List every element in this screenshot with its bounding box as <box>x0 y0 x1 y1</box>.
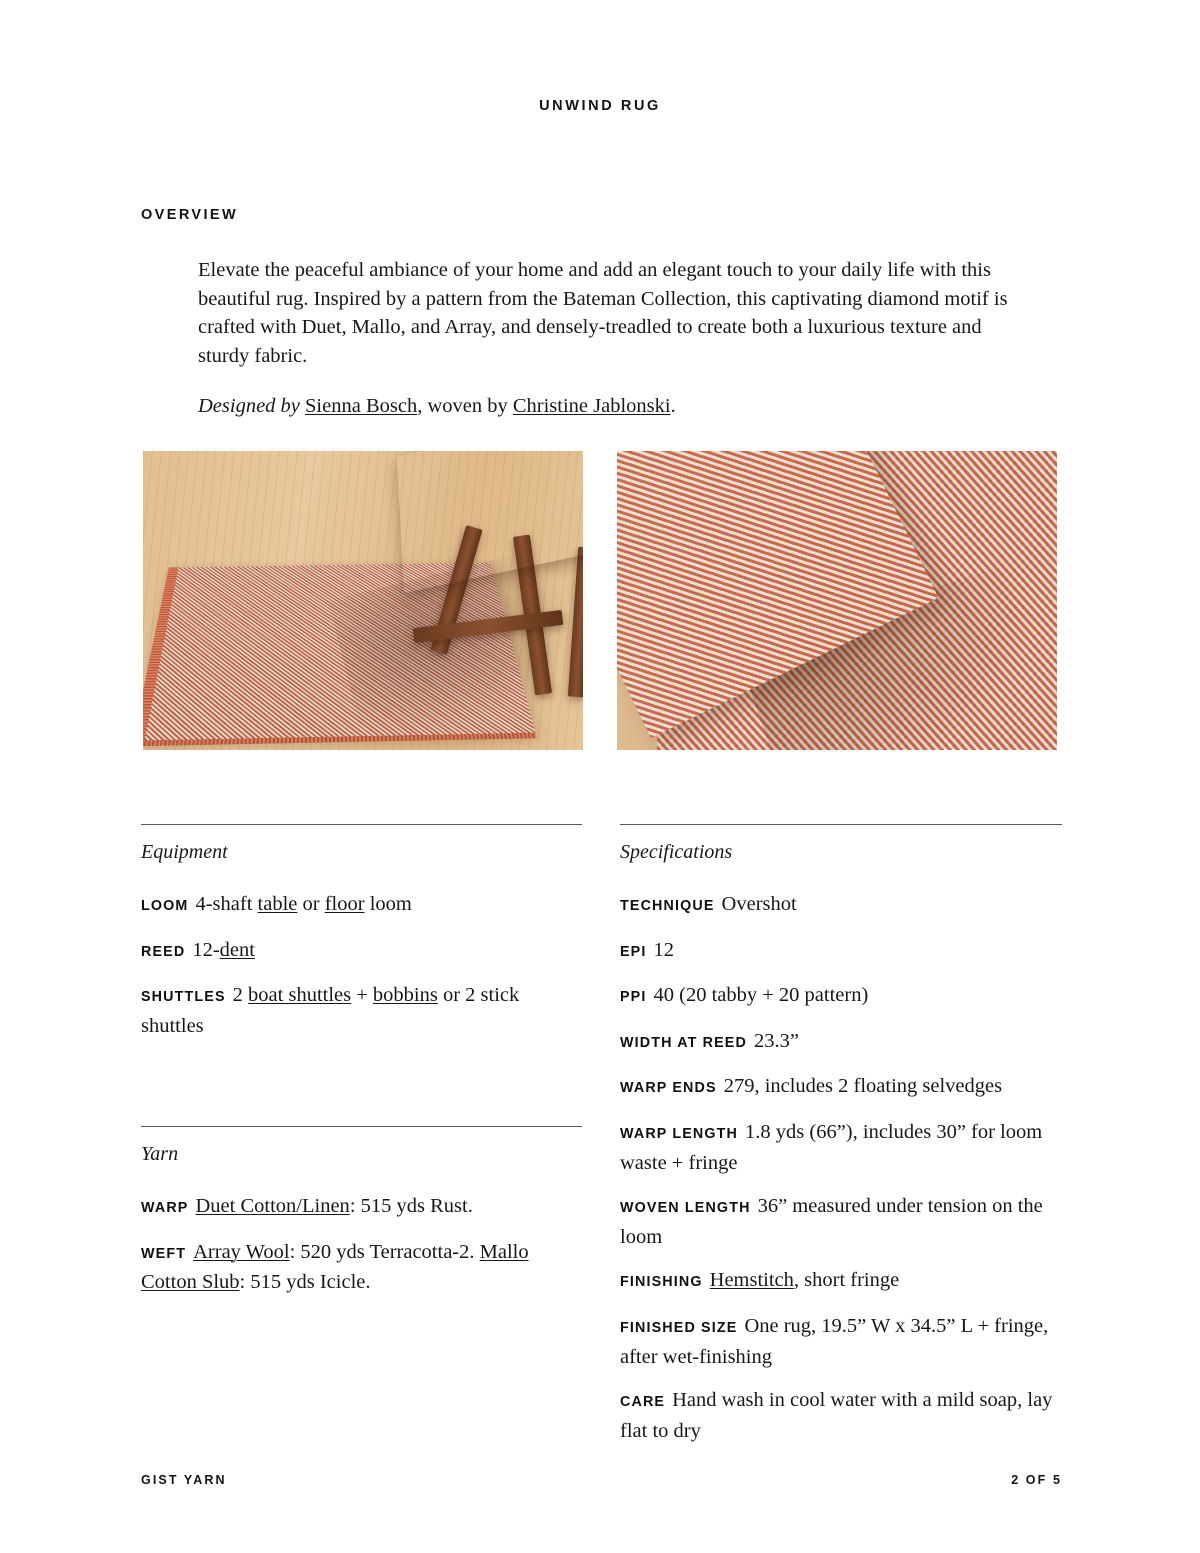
spec-value-text: or 2 stick shuttles <box>141 984 520 1037</box>
rug-fringe-left <box>143 568 178 744</box>
spec-value-text: Hand wash in cool water with a mild soap, lay flat to dry <box>620 1389 1053 1442</box>
spec-item <box>141 981 582 1040</box>
spec-item <box>141 1238 582 1297</box>
spec-item <box>620 1118 1062 1177</box>
spec-label: WARP ENDS <box>620 1080 717 1097</box>
equipment-list <box>141 890 582 1040</box>
yarn-block <box>141 1126 582 1297</box>
equipment-title: Equipment <box>141 841 228 863</box>
spec-item <box>141 890 582 921</box>
designed-by-label: Designed by <box>198 395 300 418</box>
spec-value-text: 36” measured under tension on the loom <box>620 1195 1043 1248</box>
spec-value-text: 40 (20 tabby + 20 pattern) <box>653 984 869 1007</box>
spec-value-link[interactable]: Array Wool <box>193 1240 290 1263</box>
spec-value-text: loom <box>364 893 412 915</box>
spec-value-text: : 520 yds Terracotta-2. <box>289 1240 480 1263</box>
spec-item <box>620 1072 1062 1103</box>
equipment-block <box>141 824 582 1040</box>
spec-value-link[interactable]: Duet Cotton/Linen <box>195 1195 350 1217</box>
spec-value-text: , short fringe <box>793 1269 900 1292</box>
spec-value-link[interactable]: Hemstitch <box>709 1269 794 1292</box>
rug-fringe-edge <box>617 451 818 491</box>
weaver-link[interactable]: Christine Jablonski <box>512 395 671 418</box>
spec-value-text: One rug, 19.5” W x 34.5” L + fringe, after wet-finishing <box>620 1314 1049 1368</box>
spec-item <box>620 981 1062 1012</box>
rug-on-floor-photo <box>143 451 583 750</box>
spec-value-link[interactable]: floor <box>324 893 365 915</box>
overview-credit-line <box>198 392 1020 421</box>
yarn-list <box>141 1192 582 1297</box>
spec-label: REED <box>141 943 186 960</box>
spec-value-text: : 515 yds Rust. <box>349 1195 473 1217</box>
spec-value-text: + <box>351 984 373 1007</box>
overview-section-heading: OVERVIEW <box>141 207 239 223</box>
footer-page-number: 2 OF 5 <box>1011 1473 1062 1487</box>
spec-value-link[interactable]: table <box>257 893 298 915</box>
spec-value-text: or <box>297 893 325 915</box>
rug-detail-photo <box>617 451 1057 750</box>
equipment-divider <box>141 824 582 825</box>
rug-fringe-bottom <box>143 733 537 747</box>
designer-link[interactable]: Sienna Bosch <box>305 395 418 418</box>
woven-by-label: , woven by <box>417 395 513 418</box>
spec-item <box>620 1027 1062 1058</box>
spec-item <box>620 890 1062 921</box>
spec-value-link[interactable]: bobbins <box>372 984 438 1007</box>
specifications-title: Specifications <box>620 841 733 863</box>
spec-item <box>620 1386 1062 1445</box>
spec-item <box>620 1266 1062 1297</box>
spec-value-text: 279, includes 2 floating selvedges <box>723 1075 1003 1098</box>
spec-label: WARP LENGTH <box>620 1125 739 1142</box>
spec-value-link[interactable]: dent <box>219 938 255 961</box>
spec-label: WARP <box>141 1200 189 1216</box>
yarn-title: Yarn <box>141 1143 179 1165</box>
spec-value-text: 4-shaft <box>195 893 258 915</box>
spec-value-link[interactable]: boat shuttles <box>248 984 352 1007</box>
spec-label: PPI <box>620 989 647 1006</box>
specifications-list <box>620 890 1062 1445</box>
spec-item <box>620 1192 1062 1251</box>
spec-value-text: 2 <box>232 984 249 1007</box>
spec-label: WIDTH AT REED <box>620 1034 747 1051</box>
spec-value-text: 23.3” <box>753 1029 799 1052</box>
spec-label: EPI <box>620 943 647 960</box>
spec-value-text: : 515 yds Icicle. <box>239 1271 371 1294</box>
spec-label: CARE <box>620 1394 666 1411</box>
spec-value-text: Overshot <box>721 893 797 915</box>
spec-label: WOVEN LENGTH <box>620 1200 751 1217</box>
spec-value-link[interactable]: Mallo Cotton Slub <box>141 1240 529 1294</box>
spec-item <box>141 936 582 967</box>
spec-value-text: 12 <box>653 938 674 961</box>
credit-period: . <box>670 395 676 418</box>
spec-label: WEFT <box>141 1245 187 1262</box>
spec-item <box>141 1192 582 1223</box>
yarn-divider <box>141 1126 582 1127</box>
spec-label: SHUTTLES <box>141 989 226 1006</box>
spec-item <box>620 1312 1062 1371</box>
spec-label: TECHNIQUE <box>620 898 715 914</box>
spec-label: FINISHED SIZE <box>620 1319 738 1336</box>
spec-value-text: 12- <box>192 938 220 961</box>
specifications-divider <box>620 824 1062 825</box>
document-title: UNWIND RUG <box>539 98 661 114</box>
footer-brand: GIST YARN <box>141 1473 227 1487</box>
spec-value-text: 1.8 yds (66”), includes 30” for loom waste + fringe <box>620 1120 1043 1174</box>
spec-item <box>620 936 1062 967</box>
overview-paragraph: Elevate the peaceful ambiance of your home and add an elegant touch to your daily life with this beautiful rug. Inspired by a pattern from the Bateman Collection, this captivating diamond motif is crafted with Duet, Mallo, and Array, and densely-treadled to create both a luxurious texture and sturdy fabric. <box>198 259 1008 367</box>
overview-body <box>198 256 1020 421</box>
page-footer <box>141 1473 1062 1487</box>
photo-row <box>143 451 1057 750</box>
spec-label: LOOM <box>141 898 189 914</box>
spec-label: FINISHING <box>620 1274 703 1291</box>
specifications-block <box>620 824 1062 1445</box>
